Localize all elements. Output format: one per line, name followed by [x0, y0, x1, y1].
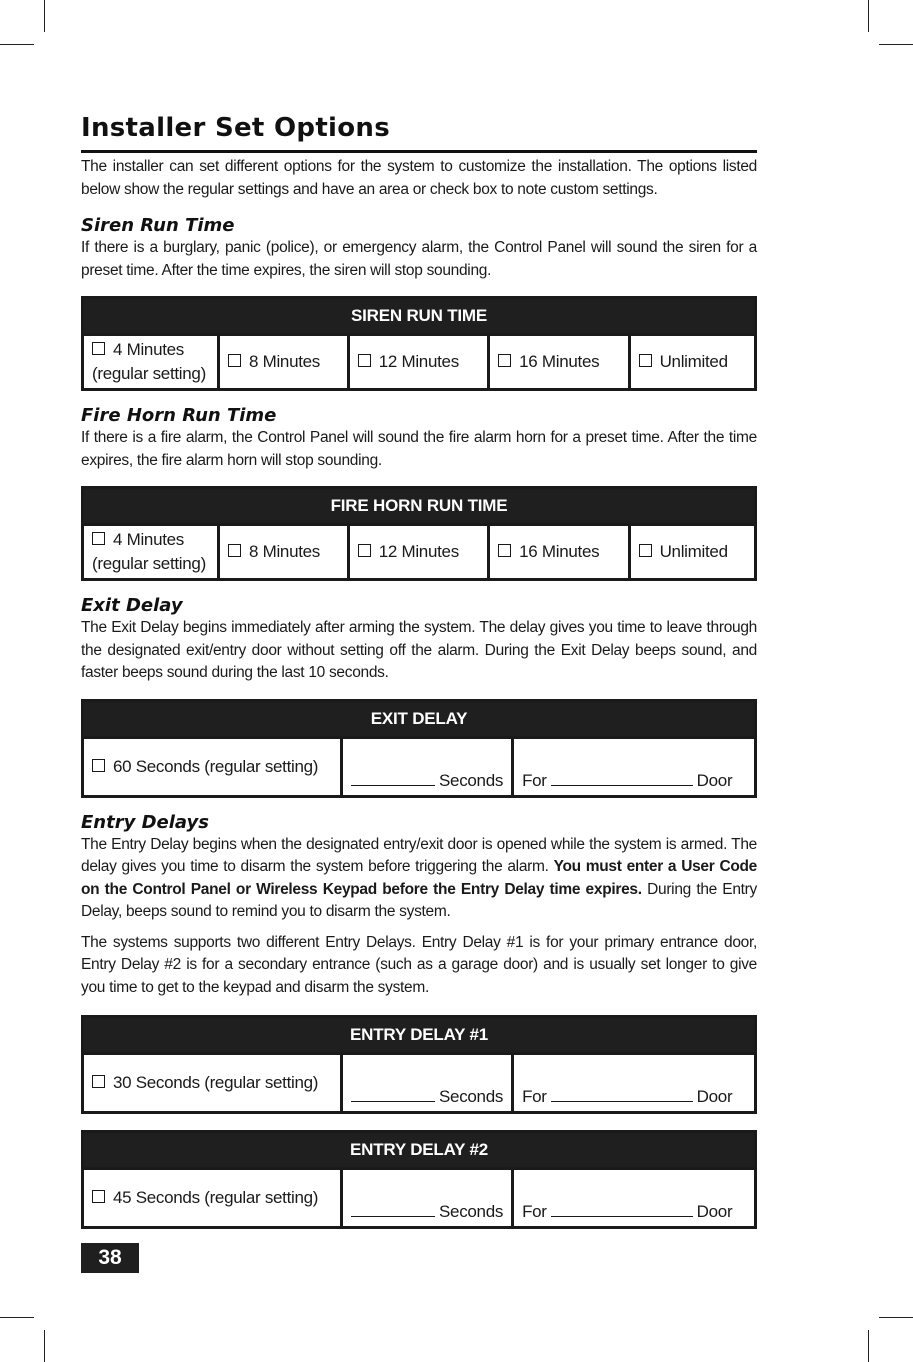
checkbox-icon[interactable]: [92, 1190, 105, 1203]
exit-section: [81, 595, 757, 798]
fire-option-unlimited[interactable]: Unlimited: [629, 525, 755, 580]
blank-line[interactable]: [551, 1216, 693, 1217]
checkbox-icon[interactable]: [358, 544, 371, 557]
fire-option-4-minutes[interactable]: 4 Minutes (regular setting): [83, 525, 219, 580]
entry-2-door-field[interactable]: For Door: [513, 1169, 756, 1228]
checkbox-icon[interactable]: [92, 342, 105, 355]
exit-table: [81, 699, 757, 798]
exit-heading: Exit Delay: [81, 595, 183, 616]
exit-text: The Exit Delay begins immediately after arming the system. The delay gives you time to leave through the designated exit/entry door without setting off the alarm. During the Exit Delay beeps sound, and faster beeps sound during the last 10 seconds.: [81, 619, 757, 681]
fire-section: [81, 405, 757, 581]
entry-1-door-field[interactable]: For Door: [513, 1054, 756, 1113]
fire-text: If there is a fire alarm, the Control Panel will sound the fire alarm horn for a preset time. After the time expires, the fire alarm horn will stop sounding.: [81, 429, 757, 469]
entry-2-seconds-field[interactable]: Seconds: [342, 1169, 513, 1228]
intro-text: The installer can set different options for the system to customize the installation. The options listed below show the regular settings and have an area or check box to note custom settings.: [81, 158, 757, 198]
fire-option-12-minutes[interactable]: 12 Minutes: [348, 525, 488, 580]
entry-2-table: [81, 1130, 757, 1229]
exit-table-title: EXIT DELAY: [83, 700, 756, 737]
page-number: 38: [81, 1243, 139, 1273]
blank-line[interactable]: [551, 1101, 693, 1102]
blank-line[interactable]: [551, 785, 693, 786]
siren-option-8-minutes[interactable]: 8 Minutes: [219, 335, 349, 390]
entry-1-table: [81, 1015, 757, 1114]
crop-mark: [879, 44, 913, 45]
entry-1-table-title: ENTRY DELAY #1: [83, 1017, 756, 1054]
fire-table: [81, 486, 757, 581]
page-content: [81, 112, 757, 1229]
siren-option-unlimited[interactable]: Unlimited: [629, 335, 755, 390]
siren-table: [81, 296, 757, 391]
exit-option-regular[interactable]: 60 Seconds (regular setting): [83, 737, 342, 796]
siren-option-16-minutes[interactable]: 16 Minutes: [489, 335, 629, 390]
fire-option-8-minutes[interactable]: 8 Minutes: [219, 525, 349, 580]
fire-table-title: FIRE HORN RUN TIME: [83, 488, 756, 525]
checkbox-icon[interactable]: [358, 354, 371, 367]
exit-seconds-field[interactable]: Seconds: [342, 737, 513, 796]
checkbox-icon[interactable]: [498, 354, 511, 367]
entry-1-seconds-field[interactable]: Seconds: [342, 1054, 513, 1113]
entry-text-1: The Entry Delay begins when the designated entry/exit door is opened while the system is armed. The delay gives you time to disarm the system before triggering the alarm. You must enter a User Code on the Control Panel or Wireless Keypad before the Entry Delay time expires. During the Entry Delay, beeps sound to remind you to disarm the system.: [81, 835, 757, 920]
entry-2-table-title: ENTRY DELAY #2: [83, 1132, 756, 1169]
checkbox-icon[interactable]: [639, 544, 652, 557]
siren-option-4-minutes[interactable]: 4 Minutes (regular setting): [83, 335, 219, 390]
fire-heading: Fire Horn Run Time: [81, 405, 277, 426]
blank-line[interactable]: [351, 1101, 435, 1102]
siren-text: If there is a burglary, panic (police), or emergency alarm, the Control Panel will sound the siren for a preset time. After the time expires, the siren will stop sounding.: [81, 239, 757, 279]
page-title: Installer Set Options: [81, 112, 757, 153]
blank-line[interactable]: [351, 785, 435, 786]
checkbox-icon[interactable]: [639, 354, 652, 367]
siren-table-title: SIREN RUN TIME: [83, 298, 756, 335]
siren-section: [81, 215, 757, 391]
checkbox-icon[interactable]: [228, 354, 241, 367]
entry-section: [81, 812, 757, 1230]
checkbox-icon[interactable]: [498, 544, 511, 557]
checkbox-icon[interactable]: [228, 544, 241, 557]
fire-option-16-minutes[interactable]: 16 Minutes: [489, 525, 629, 580]
checkbox-icon[interactable]: [92, 759, 105, 772]
checkbox-icon[interactable]: [92, 1075, 105, 1088]
siren-heading: Siren Run Time: [81, 215, 235, 236]
crop-mark: [44, 1330, 45, 1362]
blank-line[interactable]: [351, 1216, 435, 1217]
crop-mark: [868, 0, 869, 32]
siren-option-12-minutes[interactable]: 12 Minutes: [348, 335, 488, 390]
entry-2-option-regular[interactable]: 45 Seconds (regular setting): [83, 1169, 342, 1228]
entry-text-2: The systems supports two different Entry Delays. Entry Delay #1 is for your primary entrance door, Entry Delay #2 is for a secondary entrance (such as a garage door) and is usually set longer to give you time to get to the keypad and disarm the system.: [81, 933, 757, 996]
checkbox-icon[interactable]: [92, 532, 105, 545]
crop-mark: [0, 44, 34, 45]
crop-mark: [868, 1330, 869, 1362]
entry-heading: Entry Delays: [81, 811, 209, 833]
crop-mark: [44, 0, 45, 32]
entry-1-option-regular[interactable]: 30 Seconds (regular setting): [83, 1054, 342, 1113]
exit-door-field[interactable]: For Door: [513, 737, 756, 796]
crop-mark: [879, 1317, 913, 1318]
crop-mark: [0, 1317, 34, 1318]
